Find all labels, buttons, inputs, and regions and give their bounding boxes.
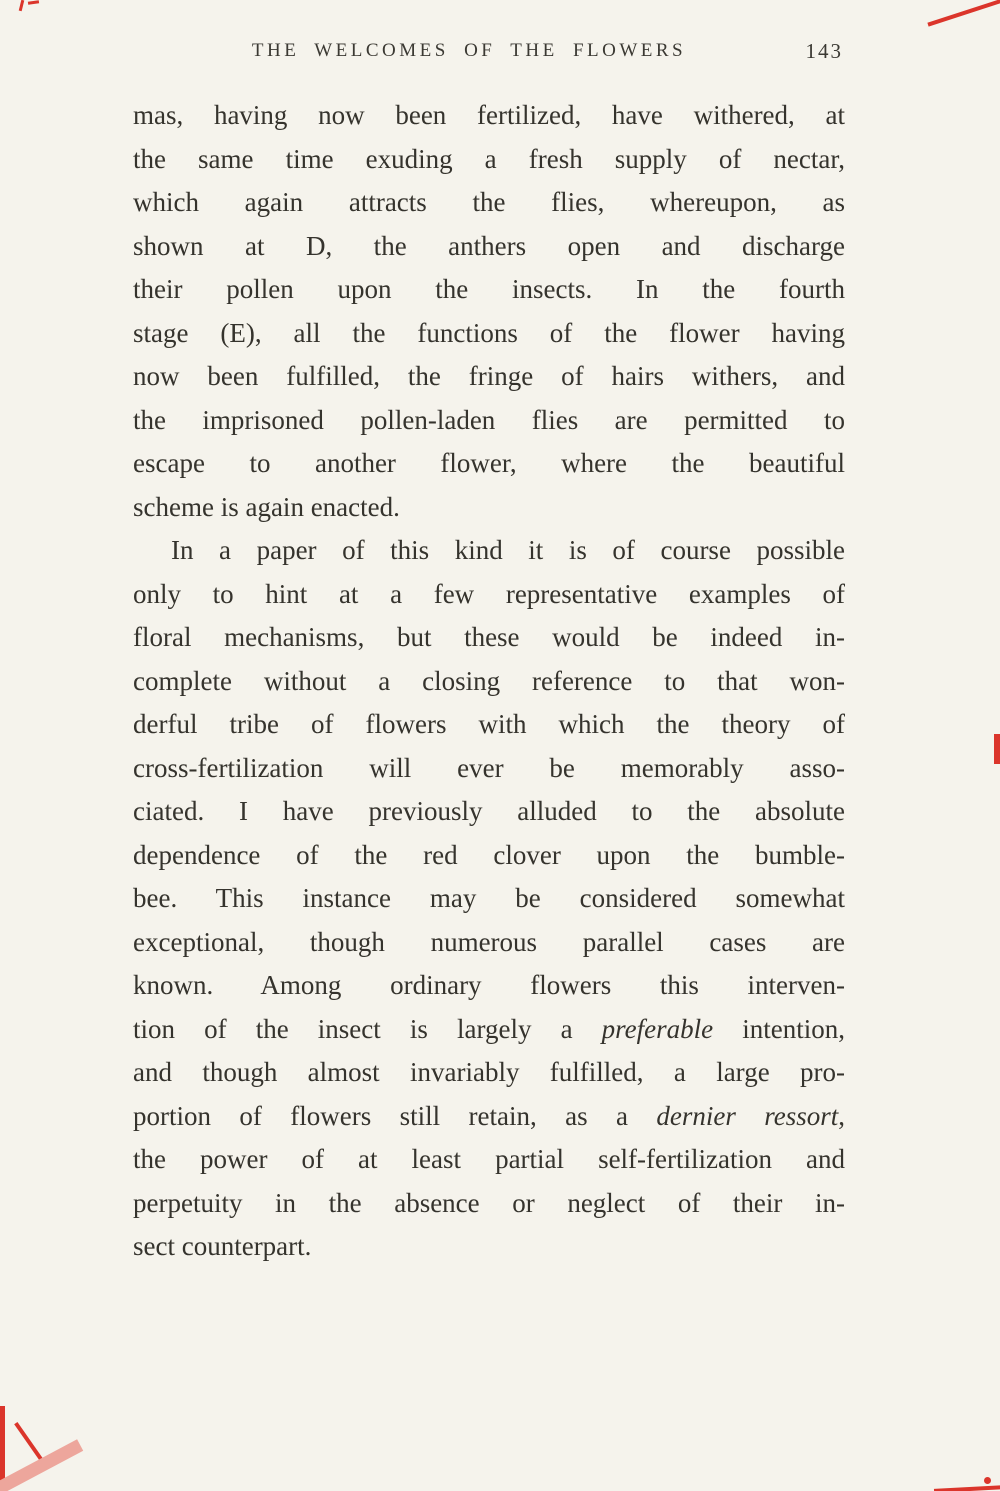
text-line: sect counterpart. [133, 1231, 312, 1261]
scan-smudge-bottom-left [0, 1439, 83, 1491]
text-line: In a paper of this kind it is of course possible [171, 535, 845, 565]
text-line: only to hint at a few representative examples of [133, 578, 845, 609]
text-line: derful tribe of flowers with which the theory of [133, 709, 845, 739]
text-segment: , [838, 1100, 845, 1131]
text-line: floral mechanisms, but these would be indeed in- [133, 622, 845, 652]
text-line: their pollen upon the insects. In the fourth [133, 274, 845, 304]
scan-mark-right-edge [994, 734, 1000, 764]
paragraph-2 [133, 529, 845, 1269]
page-header [133, 40, 845, 72]
scan-mark-bottom-right [934, 1485, 1000, 1491]
text-line [133, 1095, 845, 1139]
scan-mark-top-right [927, 0, 1000, 27]
italic-term: dernier ressort [656, 1100, 839, 1131]
text-line: known. Among ordinary flowers this interven- [133, 970, 845, 1000]
italic-term: preferable [601, 1013, 714, 1044]
text-line: perpetuity in the absence or neglect of their in- [133, 1187, 845, 1218]
text-line: the imprisoned pollen-laden flies are permitted to [133, 404, 845, 435]
scan-mark-top-left [28, 0, 39, 5]
text-line: the power of at least partial self-fertilization and [133, 1144, 845, 1174]
page-number: 143 [805, 39, 843, 63]
running-title: THE WELCOMES OF THE FLOWERS [251, 40, 687, 61]
text-line: and though almost invariably fulfilled, a large pro- [133, 1057, 845, 1087]
paragraph-1 [133, 94, 845, 529]
text-line: exceptional, though numerous parallel cases are [133, 926, 845, 957]
text-line: now been fulfilled, the fringe of hairs withers, and [133, 361, 845, 391]
scan-mark-bottom-left [14, 1422, 44, 1462]
text-line: cross-fertilization will ever be memorably asso- [133, 752, 845, 783]
text-line: ciated. I have previously alluded to the absolute [133, 796, 845, 826]
text-line: escape to another flower, where the beautiful [133, 448, 845, 478]
text-line: dependence of the red clover upon the bumble- [133, 839, 845, 870]
text-line: complete without a closing reference to that won- [133, 665, 845, 696]
text-line: shown at D, the anthers open and discharge [133, 230, 845, 261]
text-line: the same time exuding a fresh supply of nectar, [133, 143, 845, 174]
text-line: mas, having now been fertilized, have withered, at [133, 100, 845, 130]
scan-mark-top-left [19, 0, 25, 11]
text-block [133, 40, 845, 1269]
text-line [133, 1008, 845, 1052]
text-line: bee. This instance may be considered somewhat [133, 883, 845, 913]
text-segment: intention, [713, 1013, 845, 1044]
text-line: stage (E), all the functions of the flower having [133, 317, 845, 348]
text-segment: tion of the insect is largely a [133, 1013, 602, 1044]
scan-mark-bottom-right [984, 1477, 991, 1484]
text-line: scheme is again enacted. [133, 491, 400, 522]
text-line: which again attracts the flies, whereupon, as [133, 187, 845, 217]
text-segment: portion of flowers still retain, as a [133, 1100, 657, 1131]
